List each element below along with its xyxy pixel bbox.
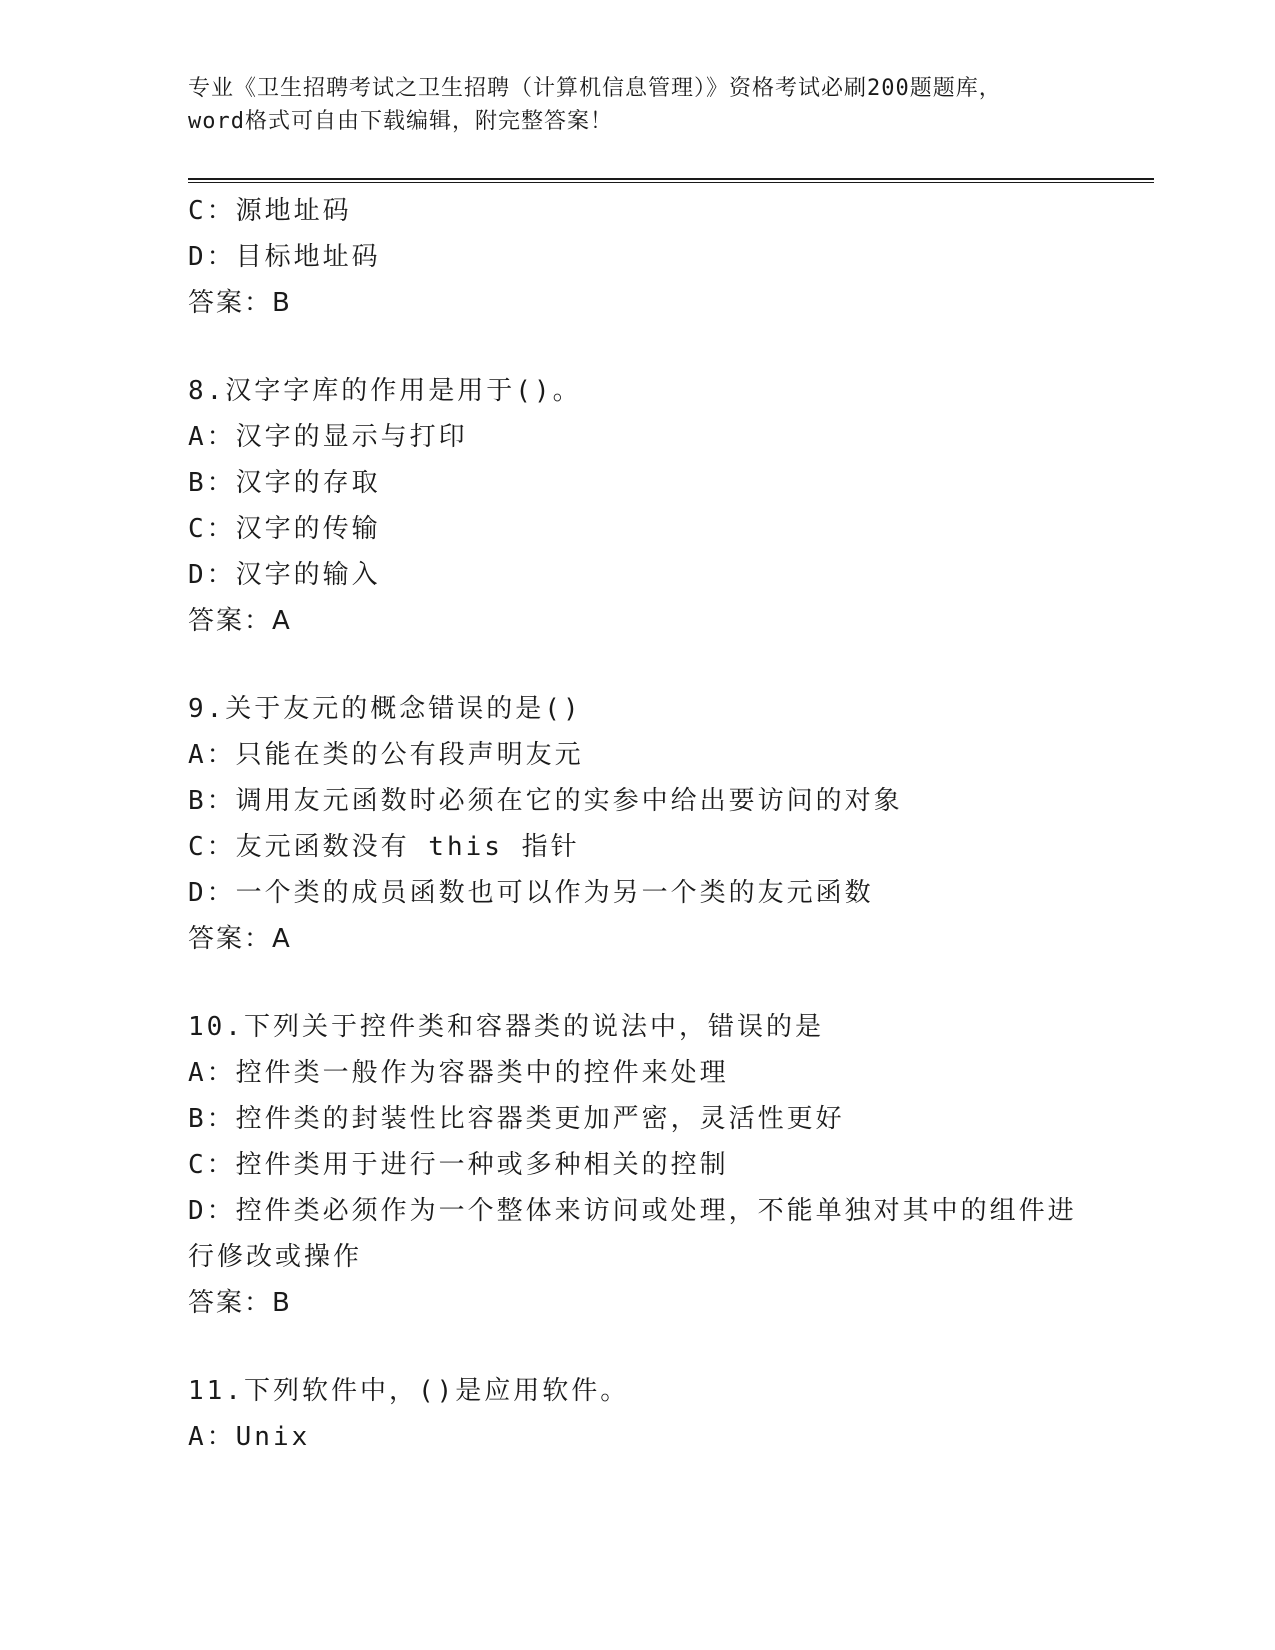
question-block-9: [188, 686, 1088, 962]
option-b: B：控件类的封装性比容器类更加严密，灵活性更好: [188, 1104, 845, 1134]
option-d: D：一个类的成员函数也可以作为另一个类的友元函数: [188, 878, 874, 908]
document-header: [188, 72, 1068, 138]
question-block-10: [188, 1004, 1088, 1326]
question-list: [188, 188, 1088, 1460]
header-divider-thin: [188, 182, 1154, 183]
question-block-7: [188, 188, 1088, 326]
question-text: 11.下列软件中，()是应用软件。: [188, 1376, 630, 1406]
answer-line: 答案：A: [188, 606, 292, 636]
spacer: [188, 644, 1088, 686]
spacer: [188, 1326, 1088, 1368]
question-text: 9.关于友元的概念错误的是(): [188, 694, 582, 724]
option-d: D：汉字的输入: [188, 560, 381, 590]
answer-line: 答案：B: [188, 1288, 292, 1318]
option-c: C：源地址码: [188, 196, 352, 226]
spacer: [188, 326, 1088, 368]
option-b: B：汉字的存取: [188, 468, 381, 498]
header-divider: [188, 178, 1154, 180]
option-d: D：控件类必须作为一个整体来访问或处理，不能单独对其中的组件进行修改或操作: [188, 1196, 1077, 1272]
option-d: D：目标地址码: [188, 242, 381, 272]
header-line-2: word格式可自由下载编辑，附完整答案！: [188, 109, 613, 134]
option-a: A：控件类一般作为容器类中的控件来处理: [188, 1058, 729, 1088]
option-a: A：Unix: [188, 1422, 311, 1452]
question-block-8: [188, 368, 1088, 644]
question-text: 10.下列关于控件类和容器类的说法中，错误的是: [188, 1012, 824, 1042]
question-text: 8.汉字字库的作用是用于()。: [188, 376, 582, 406]
option-a: A：只能在类的公有段声明友元: [188, 740, 584, 770]
option-b: B：调用友元函数时必须在它的实参中给出要访问的对象: [188, 786, 903, 816]
option-a: A：汉字的显示与打印: [188, 422, 468, 452]
option-c: C：汉字的传输: [188, 514, 381, 544]
option-c: C：控件类用于进行一种或多种相关的控制: [188, 1150, 729, 1180]
answer-line: 答案：A: [188, 924, 292, 954]
answer-line: 答案：B: [188, 288, 292, 318]
question-block-11: [188, 1368, 1088, 1460]
spacer: [188, 962, 1088, 1004]
header-line-1: 专业《卫生招聘考试之卫生招聘（计算机信息管理）》资格考试必刷200题题库，: [188, 76, 1002, 101]
option-c: C：友元函数没有 this 指针: [188, 832, 580, 862]
